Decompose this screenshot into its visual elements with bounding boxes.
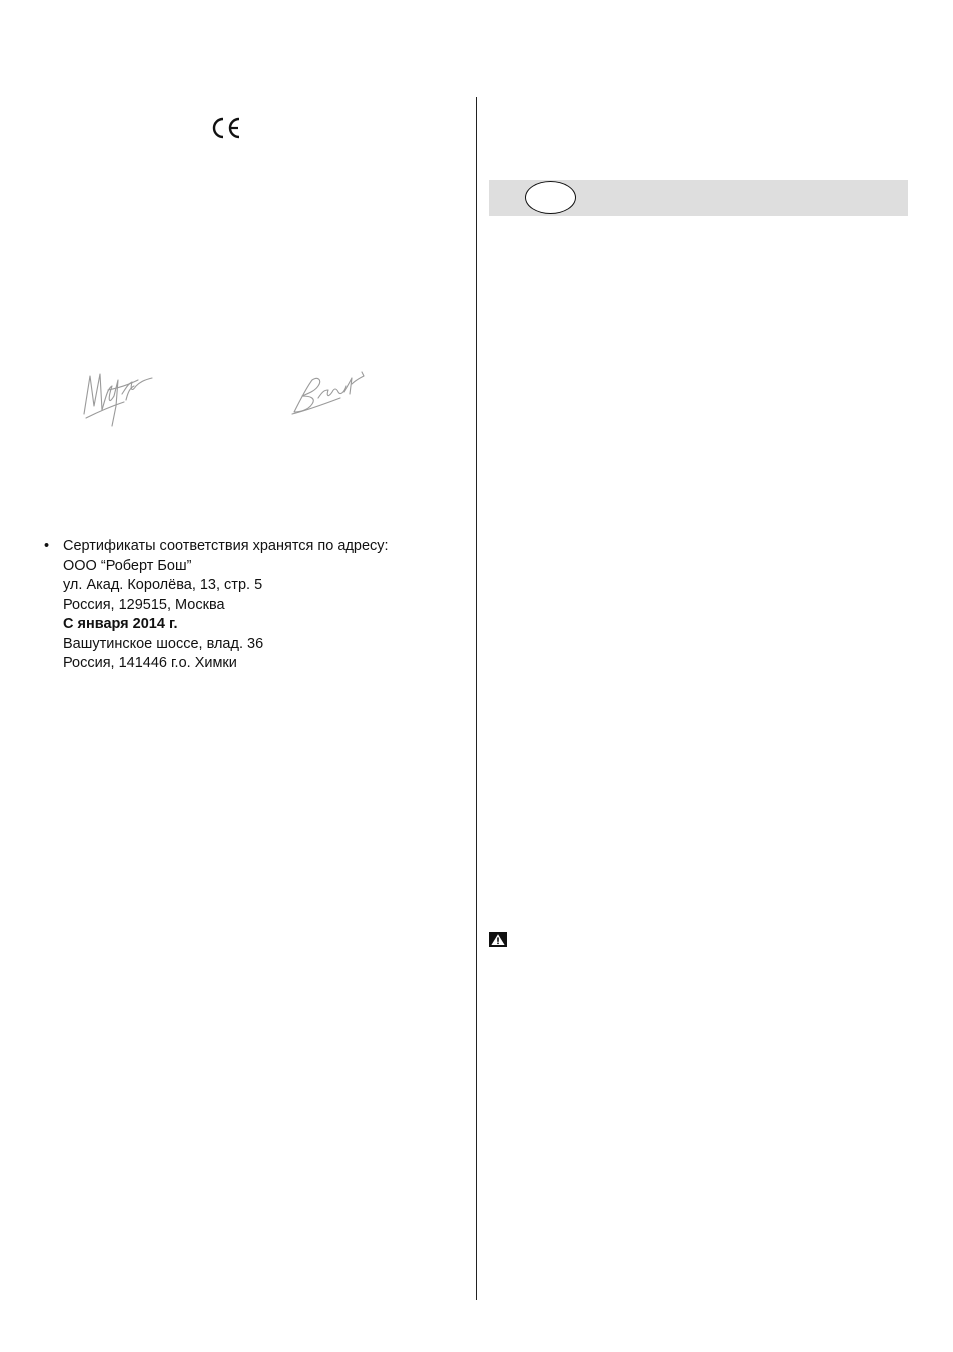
language-badge-oval [525, 181, 576, 214]
certificates-lines [63, 537, 464, 674]
cert-line-company: ООО “Роберт Бош” [63, 557, 192, 574]
cert-line-street: ул. Акад. Королёва, 13, стр. 5 [63, 577, 263, 593]
cert-line-intro: Сертификаты соответствия хранятся по адресу: [63, 538, 389, 554]
bullet-marker: • [44, 538, 50, 554]
signature-left [78, 366, 160, 428]
cert-line-city: Россия, 129515, Москва [63, 596, 225, 613]
signature-right [288, 368, 368, 418]
cert-line-new-city: Россия, 141446 г.о. Химки [63, 655, 237, 671]
certificates-address-block [44, 537, 464, 674]
ce-mark-icon [210, 116, 242, 140]
cert-line-date: С января 2014 г. [63, 616, 178, 632]
column-divider [476, 97, 477, 1300]
warning-triangle-icon [489, 932, 507, 947]
section-header-bar [489, 180, 908, 216]
cert-line-new-street: Вашутинское шоссе, влад. 36 [63, 635, 264, 652]
